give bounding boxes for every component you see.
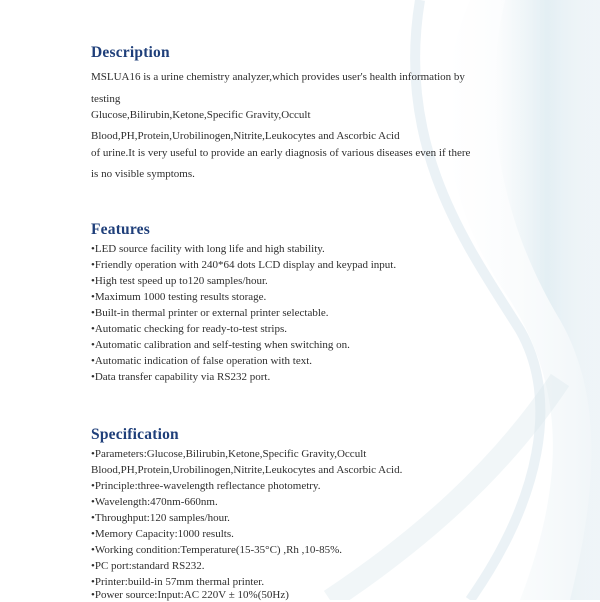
features-item: •Data transfer capability via RS232 port. (91, 371, 271, 383)
specification-item: •Power source:Input:AC 220V ± 10%(50Hz) (91, 589, 289, 601)
features-item: •High test speed up to120 samples/hour. (91, 275, 268, 287)
description-line: is no visible symptoms. (91, 168, 195, 180)
specification-item: •PC port:standard RS232. (91, 560, 205, 572)
specification-item: •Throughput:120 samples/hour. (91, 512, 230, 524)
document-page (91, 0, 571, 600)
features-item: •Maximum 1000 testing results storage. (91, 291, 267, 303)
description-heading: Description (91, 44, 170, 61)
specification-item: •Printer:build-in 57mm thermal printer. (91, 576, 265, 588)
specification-item: Blood,PH,Protein,Urobilinogen,Nitrite,Leukocytes and Ascorbic Acid. (91, 464, 403, 476)
specification-item: •Wavelength:470nm-660nm. (91, 496, 218, 508)
specification-item: •Principle:three-wavelength reflectance photometry. (91, 480, 321, 492)
features-item: •Automatic calibration and self-testing when switching on. (91, 339, 350, 351)
description-line: Glucose,Bilirubin,Ketone,Specific Gravity,Occult (91, 109, 311, 121)
specification-item: •Parameters:Glucose,Bilirubin,Ketone,Specific Gravity,Occult (91, 448, 367, 460)
specification-item: •Memory Capacity:1000 results. (91, 528, 234, 540)
features-item: •Automatic checking for ready-to-test strips. (91, 323, 287, 335)
description-line: Blood,PH,Protein,Urobilinogen,Nitrite,Leukocytes and Ascorbic Acid (91, 130, 400, 142)
features-item: •Friendly operation with 240*64 dots LCD display and keypad input. (91, 259, 397, 271)
specification-item: •Working condition:Temperature(15-35°C) ,Rh ,10-85%. (91, 544, 342, 556)
features-heading: Features (91, 221, 150, 238)
specification-heading: Specification (91, 426, 179, 443)
description-line: MSLUA16 is a urine chemistry analyzer,which provides user's health information by (91, 71, 465, 83)
description-line: testing (91, 93, 121, 105)
description-line: of urine.It is very useful to provide an early diagnosis of various diseases even if there (91, 147, 471, 159)
features-item: •Automatic indication of false operation with text. (91, 355, 313, 367)
features-item: •LED source facility with long life and high stability. (91, 243, 325, 255)
features-item: •Built-in thermal printer or external printer selectable. (91, 307, 329, 319)
